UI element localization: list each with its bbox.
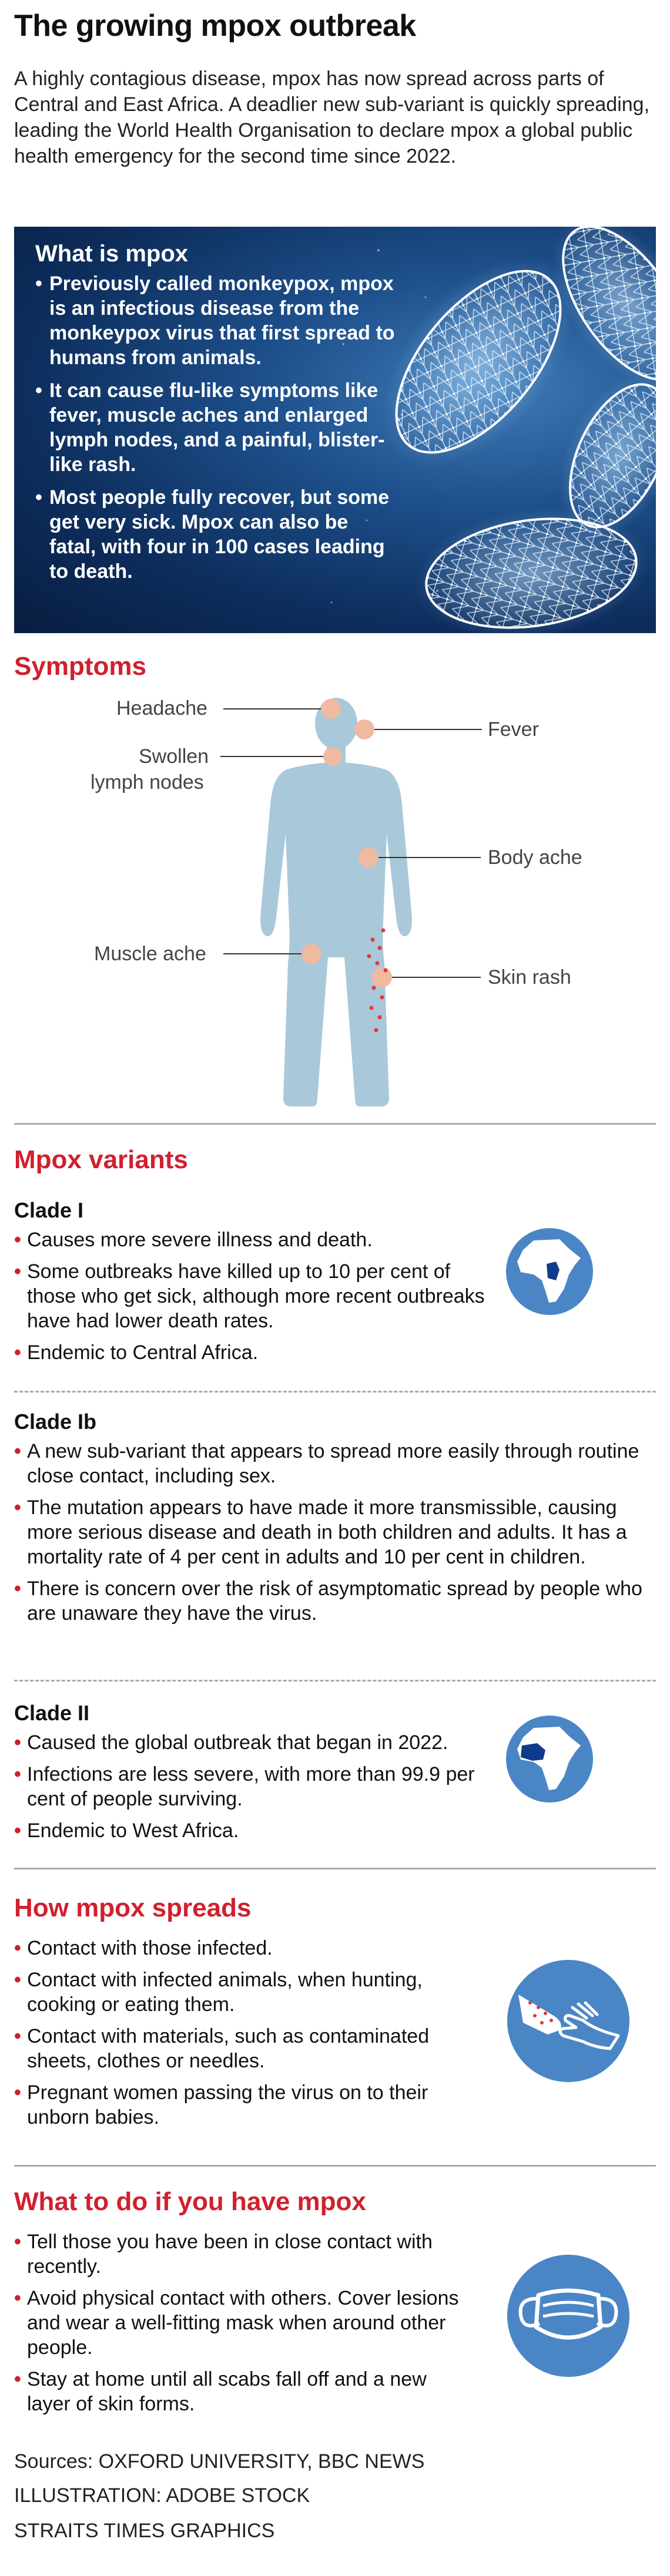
headache-marker [321,699,341,719]
todo-heading: What to do if you have mpox [14,2187,366,2216]
headache-label: Headache [116,697,208,719]
muscle-ache-marker [302,944,321,964]
illustration-credit: ILLUSTRATION: ADOBE STOCK [14,2484,310,2507]
spreads-heading: How mpox spreads [14,1894,252,1922]
todo-list [14,2229,473,2423]
muscle-ache-label: Muscle ache [94,943,206,965]
what-is-mpox-list [35,271,400,584]
graphics-credit: STRAITS TIMES GRAPHICS [14,2520,275,2542]
list-item: • Previously called monkeypox, mpox is an infectious disease from the monkeypox virus that first spread to humans from animals. [35,271,400,370]
intro-paragraph: A highly contagious disease, mpox has now spread across parts of Central and East Africa. A deadlier new sub-variant is quickly spreading, leading the World Health Organisation to declare mpox a global public health emergency for the second time since 2022. [14,68,650,167]
skin-rash-marker [372,967,392,987]
section-divider [14,1123,656,1125]
lymph-nodes-label: lymph nodes [91,771,204,793]
list-item: • Some outbreaks have killed up to 10 per cent of those who get sick, although more recent outbreaks have had lower death rates. [14,1259,496,1333]
section-divider [14,2165,656,2167]
section-divider [14,1868,656,1869]
variants-heading: Mpox variants [14,1145,188,1174]
fever-label: Fever [488,718,539,741]
clade-divider [14,1680,656,1682]
list-item: • Contact with materials, such as contaminated sheets, clothes or needles. [14,2024,473,2073]
lymph-marker [323,747,342,766]
swollen-label: Swollen [139,745,209,768]
clade-divider [14,1391,656,1393]
what-is-mpox-title: What is mpox [35,241,189,267]
mask-icon [507,2254,630,2377]
clade-1-title: Clade I [14,1198,84,1222]
list-item: • Infections are less severe, with more than 99.9 per cent of people surviving. [14,1762,496,1811]
list-item: • Pregnant women passing the virus on to their unborn babies. [14,2080,473,2130]
symptoms-figure [0,687,670,1110]
africa-map-icon [505,1715,594,1803]
list-item: • Tell those you have been in close contact with recently. [14,2229,473,2279]
sources-credit: Sources: OXFORD UNIVERSITY, BBC NEWS [14,2450,425,2473]
what-is-mpox-text [35,240,400,592]
list-item: • It can cause flu-like symptoms like fever, muscle aches and enlarged lymph nodes, and a painful, blister-like rash. [35,378,400,477]
clade-2-list [14,1730,496,1850]
clade-1-list [14,1228,496,1372]
list-item: • Most people fully recover, but some get very sick. Mpox can also be fatal, with four in 100 cases leading to death. [35,485,400,584]
africa-map-icon [505,1228,594,1316]
human-body-figure [0,687,670,1110]
list-item: • There is concern over the risk of asymptomatic spread by people who are unaware they have the virus. [14,1576,649,1626]
page-title: The growing mpox outbreak [14,9,416,43]
fever-marker [354,719,374,739]
list-item: • Contact with those infected. [14,1936,473,1960]
list-item: • Contact with infected animals, when hunting, cooking or eating them. [14,1968,473,2017]
what-is-mpox-panel [14,227,656,633]
list-item: • Causes more severe illness and death. [14,1228,496,1252]
clade-2-title: Clade II [14,1701,90,1725]
body-ache-marker [359,848,378,867]
list-item: • Caused the global outbreak that began in 2022. [14,1730,496,1755]
list-item: • Stay at home until all scabs fall off and a new layer of skin forms. [14,2367,473,2416]
list-item: • Endemic to West Africa. [14,1818,496,1843]
list-item: • The mutation appears to have made it more transmissible, causing more serious disease and death in both children and adults. It has a mortality rate of 4 per cent in adults and 10 per cent in children. [14,1495,649,1569]
list-item: • Endemic to Central Africa. [14,1340,496,1365]
clade-1b-title: Clade Ib [14,1410,97,1434]
hands-icon [507,1959,630,2083]
clade-1b-list [14,1439,649,1633]
list-item: • Avoid physical contact with others. Cover lesions and wear a well-fitting mask when around other people. [14,2286,473,2360]
body-ache-label: Body ache [488,846,582,869]
symptoms-heading: Symptoms [14,652,146,681]
spreads-list [14,1936,473,2137]
list-item: • A new sub-variant that appears to spread more easily through routine close contact, including sex. [14,1439,649,1488]
skin-rash-label: Skin rash [488,966,571,988]
